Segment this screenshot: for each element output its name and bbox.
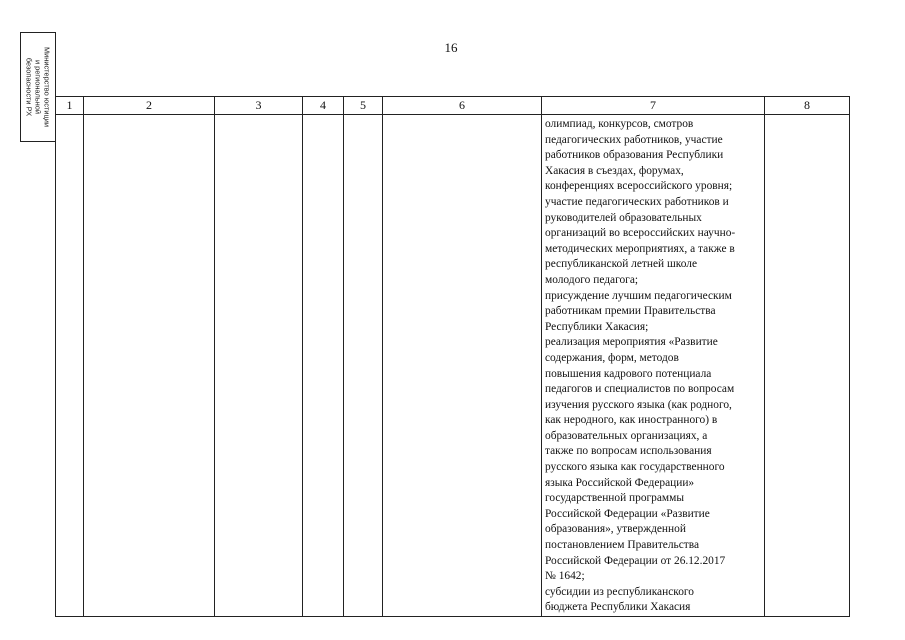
- column-header-7: 7: [542, 97, 765, 115]
- text-line: Российской Федерации «Развитие: [545, 507, 710, 520]
- text-line: образования», утвержденной: [545, 523, 686, 536]
- cell-col-7: [542, 115, 765, 617]
- text-line: также по вопросам использования: [545, 445, 712, 458]
- text-line: руководителей образовательных: [545, 211, 702, 224]
- text-line: олимпиад, конкурсов, смотров: [545, 118, 694, 130]
- text-line: Республики Хакасия;: [545, 320, 649, 333]
- text-line: субсидии из республиканского: [545, 585, 695, 598]
- text-line: образовательных организациях, а: [545, 429, 708, 442]
- stamp-line: Министерство юстиции: [42, 46, 52, 128]
- document-table: [55, 96, 850, 617]
- text-line: педагогов и специалистов по вопросам: [545, 383, 735, 396]
- text-line: содержания, форм, методов: [545, 351, 679, 364]
- text-line: русского языка как государственного: [545, 461, 725, 474]
- column-header-2: 2: [84, 97, 215, 115]
- ministry-stamp: [20, 32, 56, 142]
- cell-col-2: [84, 115, 215, 617]
- text-line: бюджета Республики Хакасия: [545, 601, 691, 614]
- column-header-1: 1: [56, 97, 84, 115]
- text-line: педагогических работников, участие: [545, 133, 723, 146]
- text-line: Российской Федерации от 26.12.2017: [545, 554, 726, 567]
- text-line: молодого педагога;: [545, 273, 639, 286]
- column-header-5: 5: [344, 97, 383, 115]
- text-line: работникам премии Правительства: [545, 305, 716, 318]
- header-row: [56, 97, 850, 115]
- text-line: повышения кадрового потенциала: [545, 367, 712, 380]
- table-row: [56, 115, 850, 617]
- text-line: конференциях всероссийского уровня;: [545, 180, 733, 193]
- cell-col-8: [765, 115, 850, 617]
- text-line: реализация мероприятия «Развитие: [545, 336, 718, 349]
- column-header-3: 3: [215, 97, 303, 115]
- text-line: № 1642;: [545, 570, 585, 583]
- text-line: постановлением Правительства: [545, 539, 700, 552]
- cell-col-3: [215, 115, 303, 617]
- column-header-4: 4: [303, 97, 344, 115]
- column-header-6: 6: [383, 97, 542, 115]
- text-line: методических мероприятиях, а также в: [545, 242, 735, 255]
- text-line: республиканской летней школе: [545, 258, 698, 271]
- cell-col-5: [344, 115, 383, 617]
- col7-text: [542, 115, 764, 616]
- page-number: 16: [444, 40, 458, 55]
- text-line: государственной программы: [545, 492, 685, 505]
- text-line: как неродного, как иностранного) в: [545, 414, 718, 427]
- text-line: Хакасия в съездах, форумах,: [545, 164, 684, 177]
- text-line: работников образования Республики: [545, 149, 724, 162]
- text-line: изучения русского языка (как родного,: [545, 398, 732, 411]
- cell-col-1: [56, 115, 84, 617]
- text-line: языка Российской Федерации»: [545, 476, 695, 489]
- cell-col-4: [303, 115, 344, 617]
- text-line: участие педагогических работников и: [545, 195, 729, 208]
- column-header-8: 8: [765, 97, 850, 115]
- cell-col-6: [383, 115, 542, 617]
- stamp-line: безопасности РХ: [24, 57, 34, 117]
- stamp-text: [25, 33, 52, 141]
- text-line: присуждение лучшим педагогическим: [545, 289, 732, 302]
- stamp-line: и региональной: [33, 59, 43, 114]
- text-line: организаций во всероссийских научно-: [545, 227, 736, 240]
